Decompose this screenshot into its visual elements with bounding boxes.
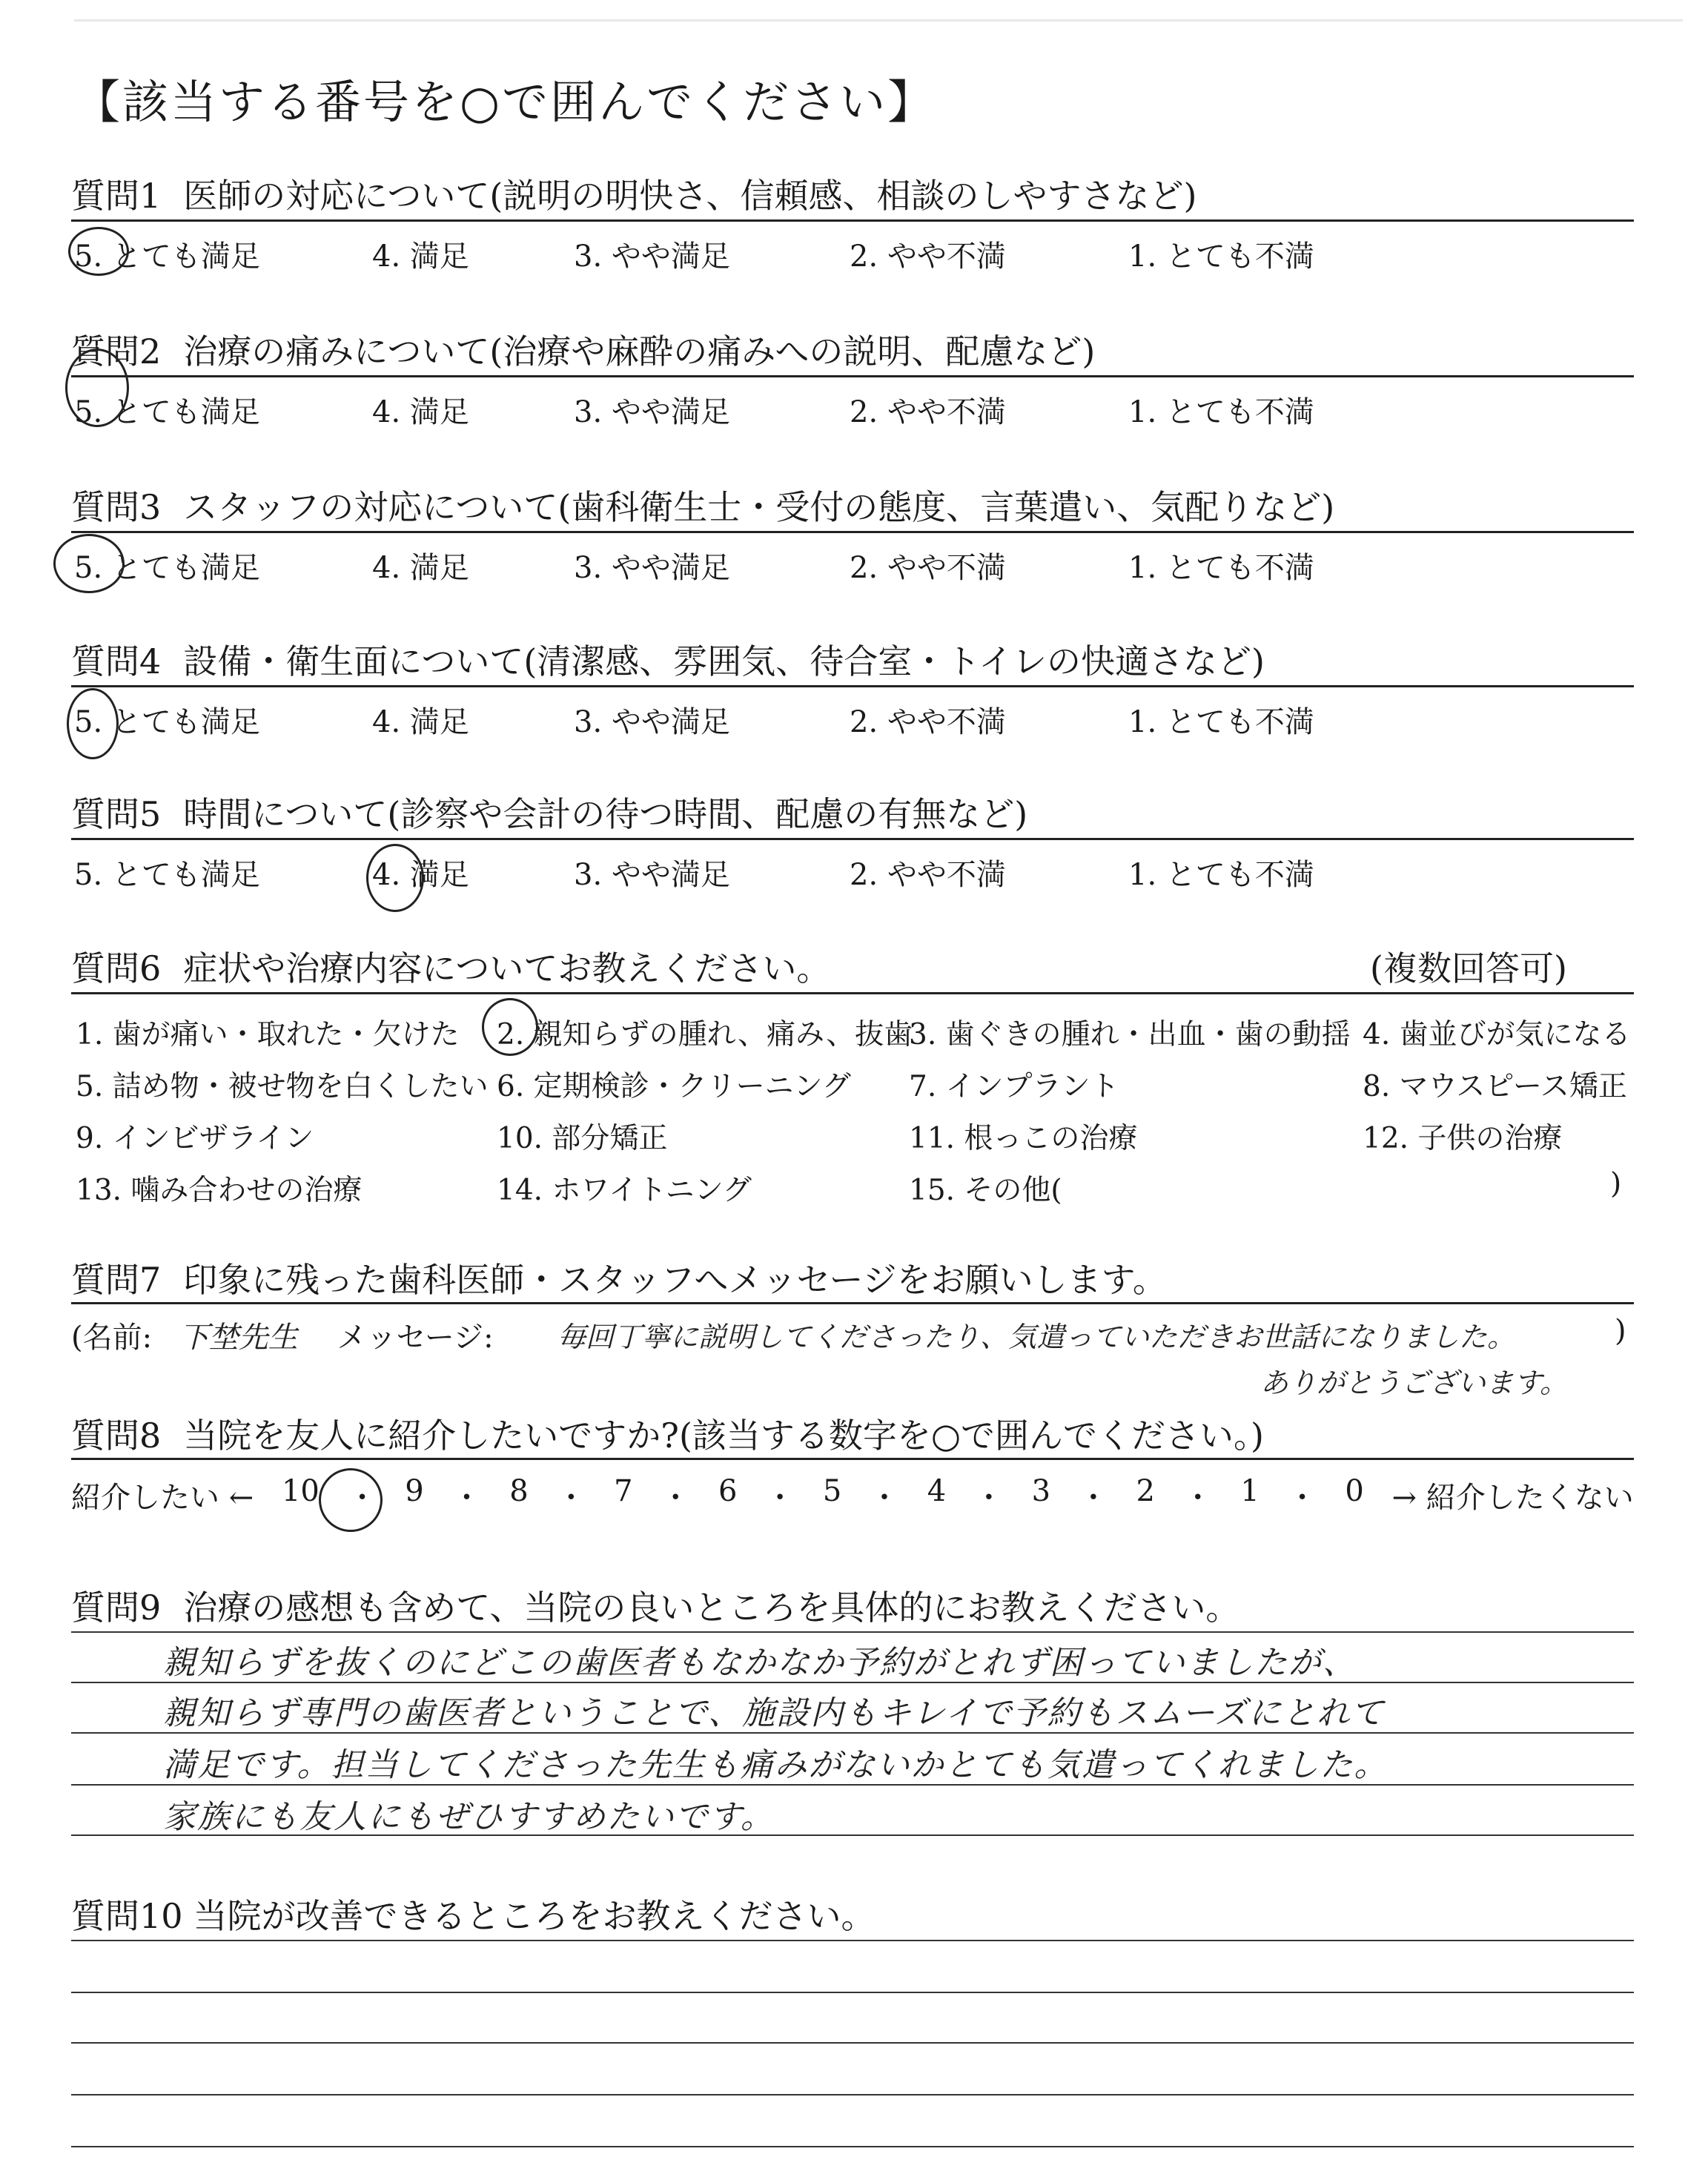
q6-other-close-paren: ) [1610, 1167, 1622, 1200]
q10-answer-rule [71, 2094, 1634, 2095]
question-10-text: 当院が改善できるところをお教えください。 [193, 1896, 875, 1936]
q6-option-5[interactable]: 5. 詰め物・被せ物を白くしたい [76, 1070, 489, 1103]
q6-option-4[interactable]: 4. 歯並びが気になる [1363, 1018, 1631, 1051]
question-4-rule [71, 685, 1634, 687]
q7-name-line [71, 1314, 494, 1356]
question-1-title [71, 169, 1196, 218]
question-6-number: 質問6 [71, 948, 162, 988]
question-7-text: 印象に残った歯科医師・スタッフへメッセージをお願いします。 [183, 1260, 1167, 1300]
q6-option-1[interactable]: 1. 歯が痛い・取れた・欠けた [76, 1018, 460, 1051]
question-3-title [71, 480, 1334, 529]
q8-dot: ・ [870, 1481, 900, 1515]
scan-top-border [74, 19, 1683, 22]
question-2-title [71, 325, 1095, 374]
q6-option-2[interactable]: 2. 親知らずの腫れ、痛み、抜歯 [497, 1018, 913, 1051]
q1-option-5[interactable]: 5. とても満足 [74, 240, 260, 274]
q5-option-5[interactable]: 5. とても満足 [74, 858, 260, 892]
q8-dot: ・ [1287, 1481, 1317, 1515]
question-7-rule [71, 1302, 1634, 1304]
q10-answer-rule [71, 2042, 1634, 2044]
q10-answer-rule [71, 1992, 1634, 1993]
q7-name-value[interactable]: 下埜先生 [179, 1321, 298, 1355]
question-1-text: 医師の対応について(説明の明快さ、信頼感、相談のしやすさなど) [183, 176, 1197, 216]
q8-dot: ・ [973, 1481, 1004, 1515]
question-5-number: 質問5 [71, 794, 162, 834]
q4-option-1[interactable]: 1. とても不満 [1128, 705, 1314, 739]
q1-selected-circle [68, 227, 129, 276]
q8-dot: ・ [661, 1481, 691, 1515]
q10-answer-rule [71, 1940, 1634, 1941]
q6-option-12[interactable]: 12. 子供の治療 [1363, 1122, 1563, 1155]
q8-scale-3[interactable]: 3 [1031, 1474, 1051, 1508]
q10-answer-rule [71, 2146, 1634, 2147]
q6-option-3[interactable]: 3. 歯ぐきの腫れ・出血・歯の動揺 [909, 1018, 1351, 1051]
q6-option-13[interactable]: 13. 噛み合わせの治療 [76, 1174, 363, 1207]
q9-answer-line-3[interactable]: 満足です。担当してくださった先生も痛みがないかとても気遣ってくれました。 [163, 1746, 1388, 1784]
q8-dot: ・ [347, 1481, 377, 1515]
question-4-text: 設備・衛生面について(清潔感、雰囲気、待合室・トイレの快適さなど) [183, 641, 1265, 681]
question-5-title [71, 787, 1027, 836]
question-1-rule [71, 219, 1634, 222]
question-8-rule [71, 1458, 1634, 1460]
q8-scale-10[interactable]: 10 [281, 1474, 320, 1508]
question-9-title [71, 1581, 1239, 1630]
q8-scale-1[interactable]: 1 [1240, 1474, 1260, 1508]
q1-option-3[interactable]: 3. やや満足 [574, 240, 730, 274]
q6-option-15[interactable]: 15. その他( [909, 1174, 1062, 1207]
question-7-title [71, 1253, 1167, 1302]
question-8-number: 質問8 [71, 1416, 162, 1456]
q2-selected-circle [65, 349, 129, 427]
q8-scale-8[interactable]: 8 [509, 1474, 529, 1508]
question-8-title [71, 1409, 1264, 1458]
question-6-text: 症状や治療内容についてお教えください。 [183, 948, 831, 988]
page-title: 【該当する番号を○で囲んでください】 [74, 75, 936, 129]
q4-option-4[interactable]: 4. 満足 [372, 705, 469, 739]
q4-option-5[interactable]: 5. とても満足 [74, 705, 260, 739]
q5-selected-circle [366, 844, 424, 912]
q9-answer-line-1[interactable]: 親知らずを抜くのにどこの歯医者もなかなか予約がとれず困っていましたが、 [163, 1644, 1357, 1682]
question-6-note: (複数回答可) [1370, 948, 1567, 988]
q7-message-line2[interactable]: ありがとうございます。 [1260, 1367, 1568, 1399]
q9-answer-line-4[interactable]: 家族にも友人にもぜひすすめたいです。 [163, 1798, 775, 1836]
q3-option-1[interactable]: 1. とても不満 [1128, 551, 1314, 585]
q8-right-label: → 紹介したくない [1391, 1481, 1634, 1515]
q4-selected-circle [67, 688, 119, 759]
q8-selected-circle [319, 1468, 383, 1532]
question-8-text: 当院を友人に紹介したいですか?(該当する数字を○で囲んでください。) [183, 1416, 1264, 1456]
q3-selected-circle [53, 534, 125, 593]
q8-scale-9[interactable]: 9 [405, 1474, 424, 1508]
q8-dot: ・ [556, 1481, 586, 1515]
q8-dot: ・ [1078, 1481, 1108, 1515]
question-3-rule [71, 531, 1634, 533]
question-9-text: 治療の感想も含めて、当院の良いところを具体的にお教えください。 [183, 1588, 1240, 1628]
q6-option-7[interactable]: 7. インプラント [909, 1070, 1119, 1103]
q7-name-label: (名前: [71, 1321, 153, 1355]
q7-close-paren: ) [1615, 1314, 1626, 1348]
q6-option-8[interactable]: 8. マウスピース矯正 [1363, 1070, 1627, 1103]
q9-answer-line-2[interactable]: 親知らず専門の歯医者ということで、施設内もキレイで予約もスムーズにとれて [163, 1694, 1386, 1732]
q5-option-4[interactable]: 4. 満足 [372, 858, 469, 892]
question-2-rule [71, 375, 1634, 377]
q8-dot: ・ [451, 1481, 482, 1515]
question-10-title [71, 1889, 875, 1938]
question-4-number: 質問4 [71, 641, 162, 681]
q2-option-5[interactable]: 5. とても満足 [74, 395, 260, 429]
q6-option-6[interactable]: 6. 定期検診・クリーニング [497, 1070, 851, 1103]
q6-option-10[interactable]: 10. 部分矯正 [497, 1122, 668, 1155]
question-4-title [71, 635, 1265, 684]
q1-option-4[interactable]: 4. 満足 [372, 240, 469, 274]
q5-option-1[interactable]: 1. とても不満 [1128, 858, 1314, 892]
q8-scale-7[interactable]: 7 [614, 1474, 633, 1508]
q8-left-label: 紹介したい ← [71, 1481, 254, 1515]
q6-option-14[interactable]: 14. ホワイトニング [497, 1174, 752, 1207]
q2-option-3[interactable]: 3. やや満足 [574, 395, 730, 429]
q4-option-3[interactable]: 3. やや満足 [574, 705, 730, 739]
q9-answer-rule [71, 1631, 1634, 1633]
q2-option-4[interactable]: 4. 満足 [372, 395, 469, 429]
question-7-number: 質問7 [71, 1260, 162, 1300]
question-1-number: 質問1 [71, 176, 162, 216]
question-3-number: 質問3 [71, 487, 162, 527]
q5-option-2[interactable]: 2. やや不満 [850, 858, 1006, 892]
question-6-title [71, 942, 830, 991]
q3-option-4[interactable]: 4. 満足 [372, 551, 469, 585]
q6-option-9[interactable]: 9. インビザライン [76, 1122, 314, 1155]
q8-dot: ・ [1182, 1481, 1213, 1515]
question-2-number: 質問2 [71, 331, 162, 371]
question-5-text: 時間について(診察や会計の待つ時間、配慮の有無など) [183, 794, 1028, 834]
q8-scale-6[interactable]: 6 [718, 1474, 738, 1508]
q8-scale-0[interactable]: 0 [1345, 1474, 1364, 1508]
question-5-rule [71, 838, 1634, 840]
question-6-rule [71, 992, 1634, 994]
q5-option-3[interactable]: 3. やや満足 [574, 858, 730, 892]
question-9-number: 質問9 [71, 1588, 162, 1628]
q3-option-5[interactable]: 5. とても満足 [74, 551, 260, 585]
q8-dot: ・ [765, 1481, 795, 1515]
question-2-text: 治療の痛みについて(治療や麻酔の痛みへの説明、配慮など) [183, 331, 1096, 371]
question-3-text: スタッフの対応について(歯科衛生士・受付の態度、言葉遣い、気配りなど) [183, 487, 1335, 527]
q1-option-1[interactable]: 1. とても不満 [1128, 240, 1314, 274]
q6-option-11[interactable]: 11. 根っこの治療 [909, 1122, 1138, 1155]
q7-message-label: メッセージ: [337, 1321, 494, 1355]
q2-option-1[interactable]: 1. とても不満 [1128, 395, 1314, 429]
q8-scale-2[interactable]: 2 [1136, 1474, 1155, 1508]
q1-option-2[interactable]: 2. やや不満 [850, 240, 1006, 274]
q6-selected-circle [482, 998, 538, 1056]
question-10-number: 質問10 [71, 1896, 183, 1936]
q3-option-3[interactable]: 3. やや満足 [574, 551, 730, 585]
q3-option-2[interactable]: 2. やや不満 [850, 551, 1006, 585]
q4-option-2[interactable]: 2. やや不満 [850, 705, 1006, 739]
q8-scale-5[interactable]: 5 [822, 1474, 842, 1508]
q7-message-line1[interactable]: 毎回丁寧に説明してくださったり、気遣っていただきお世話になりました。 [557, 1321, 1516, 1353]
q2-option-2[interactable]: 2. やや不満 [850, 395, 1006, 429]
q8-scale-row [71, 1474, 1634, 1516]
q8-scale-4[interactable]: 4 [927, 1474, 947, 1508]
